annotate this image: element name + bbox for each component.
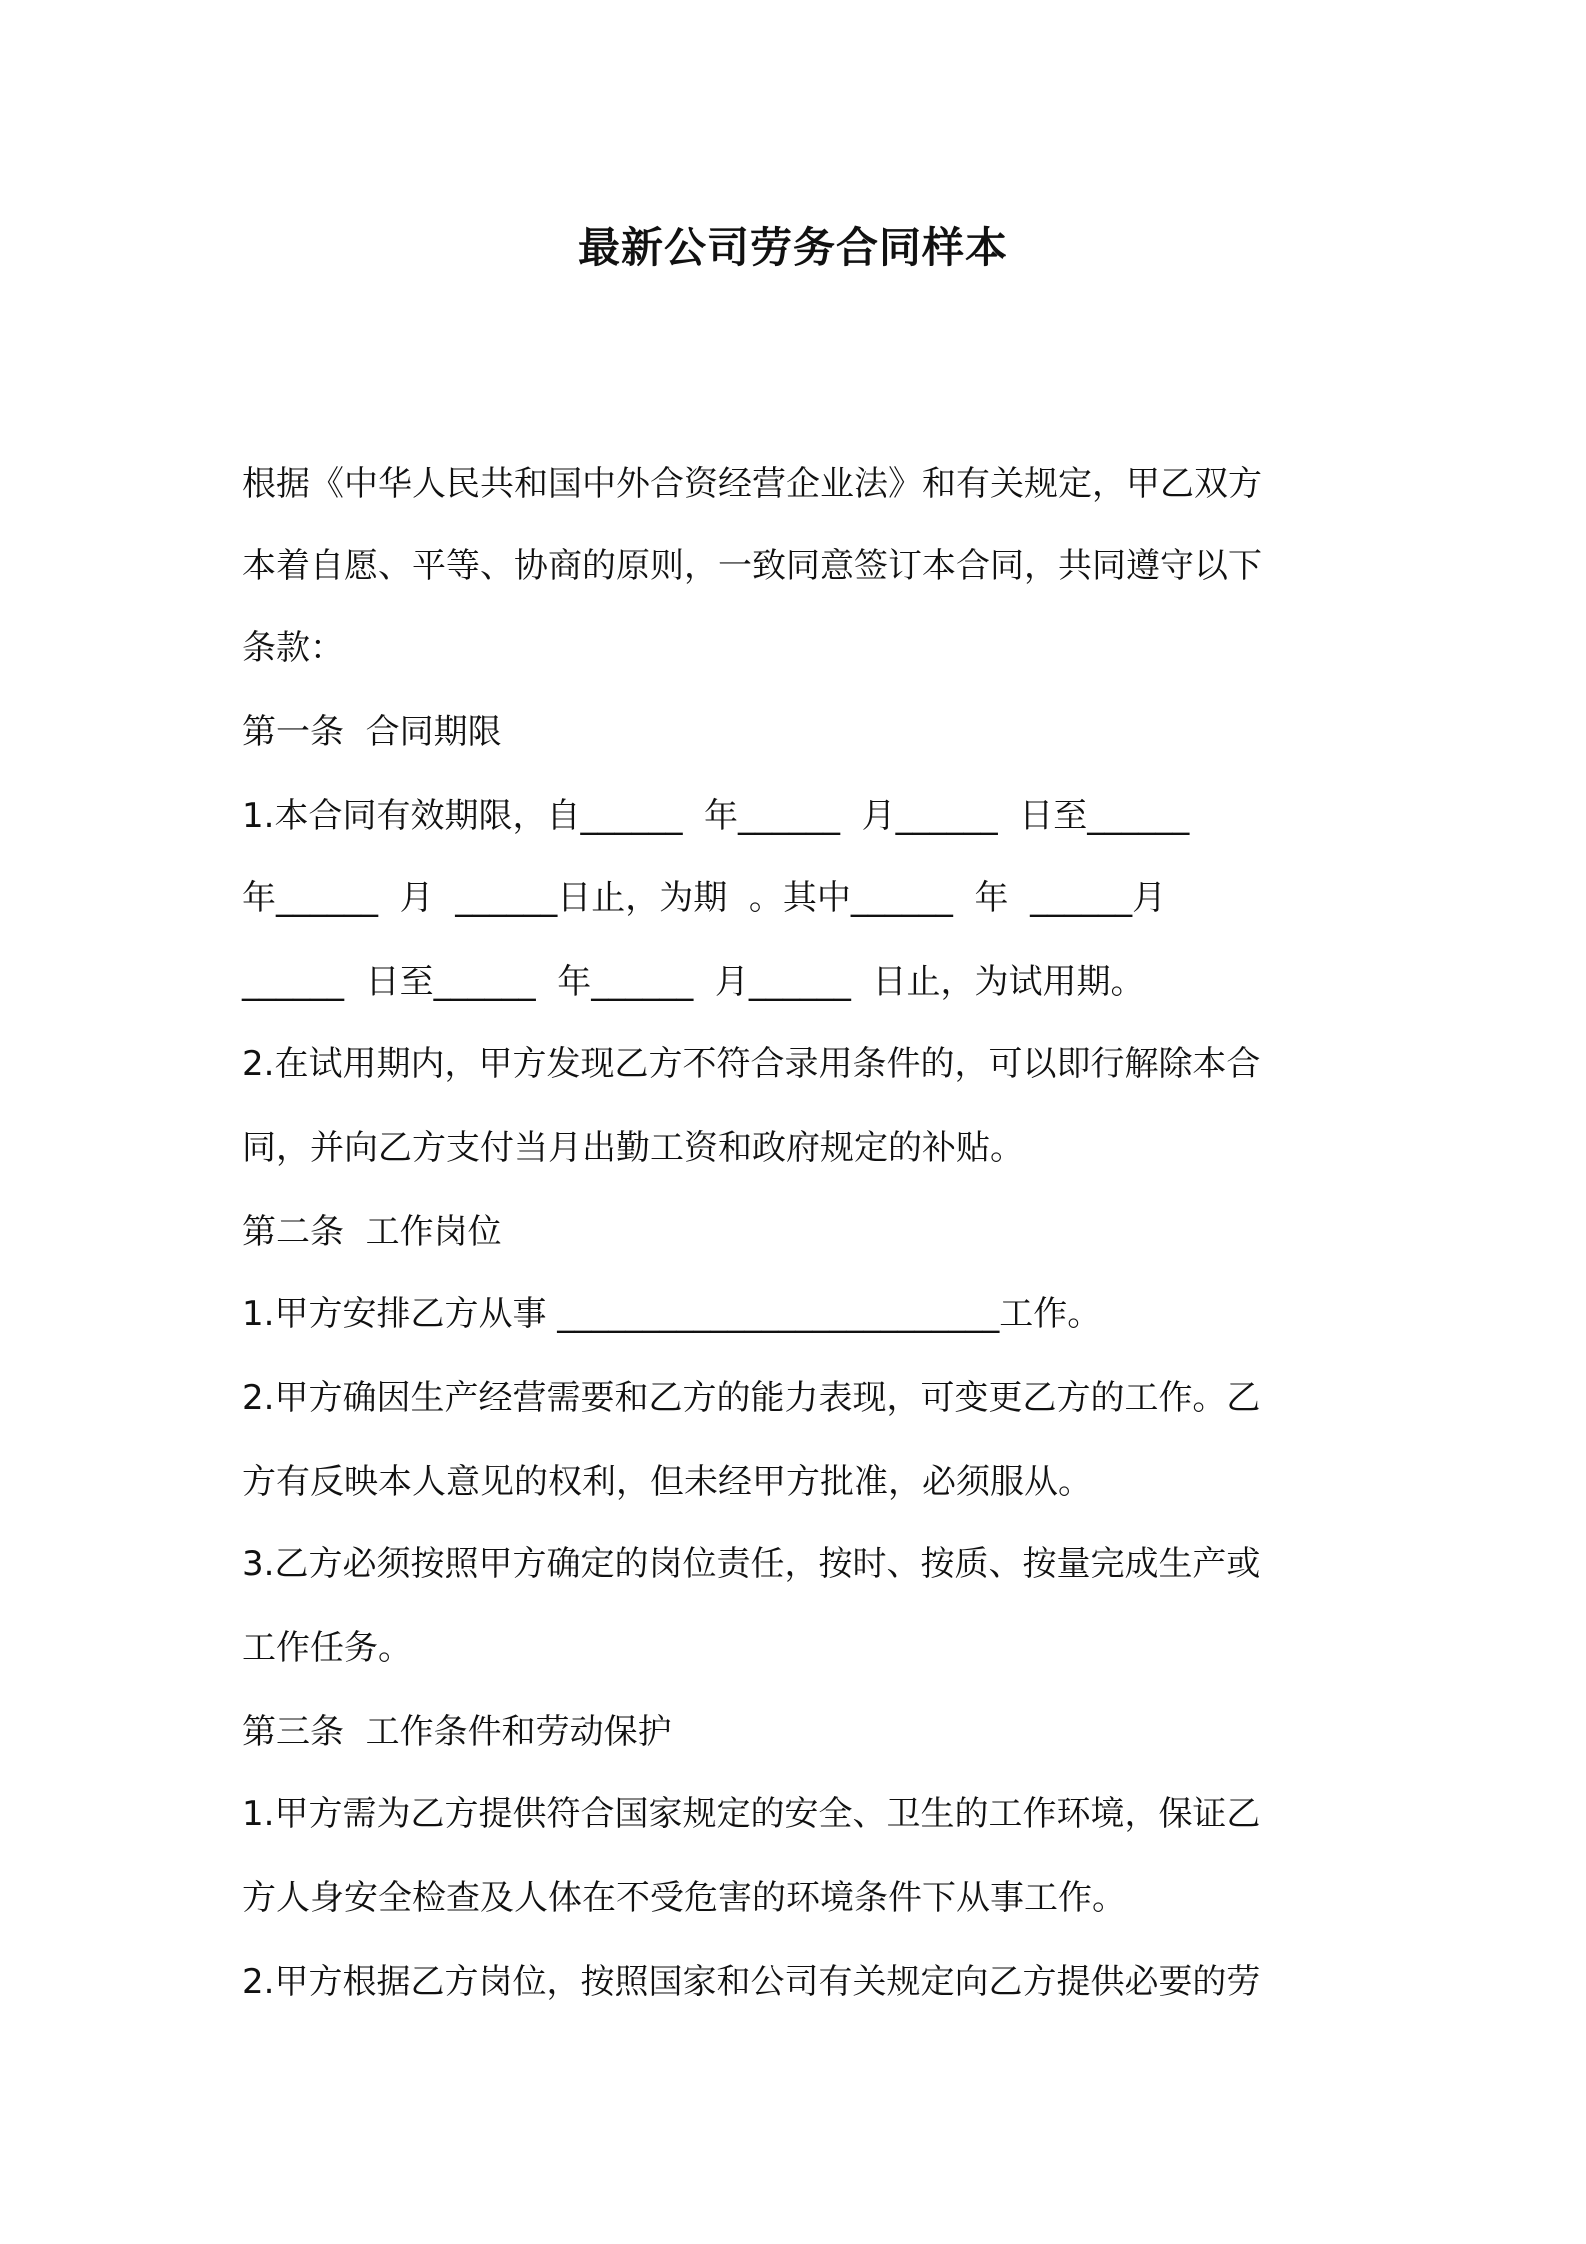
paragraph-line: 同，并向乙方支付当月出勤工资和政府规定的补贴。 xyxy=(242,1128,1024,1168)
article-heading: 第一条 合同期限 xyxy=(242,712,502,752)
paragraph-line: 本着自愿、平等、协商的原则，一致同意签订本合同，共同遵守以下 xyxy=(242,546,1262,586)
paragraph-line: 1.甲方需为乙方提供符合国家规定的安全、卫生的工作环境，保证乙 xyxy=(242,1794,1261,1834)
document-title: 最新公司劳务合同样本 xyxy=(577,223,1008,272)
paragraph-line: 3.乙方必须按照甲方确定的岗位责任，按时、按质、按量完成生产或 xyxy=(242,1544,1261,1584)
paragraph-line: 根据《中华人民共和国中外合资经营企业法》和有关规定，甲乙双方 xyxy=(242,464,1262,504)
job-assignment-line: 1.甲方安排乙方从事 __________________________工作。 xyxy=(242,1294,1102,1334)
paragraph-line: 条款： xyxy=(242,628,344,668)
contract-term-line: 1.本合同有效期限，自______ 年______ 月______ 日至______ xyxy=(242,796,1190,836)
contract-term-line: ______ 日至______ 年______ 月______ 日止，为试用期。 xyxy=(242,962,1145,1002)
paragraph-line: 方人身安全检查及人体在不受危害的环境条件下从事工作。 xyxy=(242,1878,1126,1918)
paragraph-line: 2.在试用期内，甲方发现乙方不符合录用条件的，可以即行解除本合 xyxy=(242,1044,1261,1084)
paragraph-line: 2.甲方根据乙方岗位，按照国家和公司有关规定向乙方提供必要的劳 xyxy=(242,1962,1261,2002)
article-heading: 第三条 工作条件和劳动保护 xyxy=(242,1712,672,1752)
contract-term-line: 年______ 月 ______日止，为期 。其中______ 年 ______月 xyxy=(242,878,1167,918)
article-heading: 第二条 工作岗位 xyxy=(242,1212,502,1252)
paragraph-line: 工作任务。 xyxy=(242,1628,412,1668)
paragraph-line: 2.甲方确因生产经营需要和乙方的能力表现，可变更乙方的工作。乙 xyxy=(242,1378,1261,1418)
paragraph-line: 方有反映本人意见的权利，但未经甲方批准，必须服从。 xyxy=(242,1462,1092,1502)
